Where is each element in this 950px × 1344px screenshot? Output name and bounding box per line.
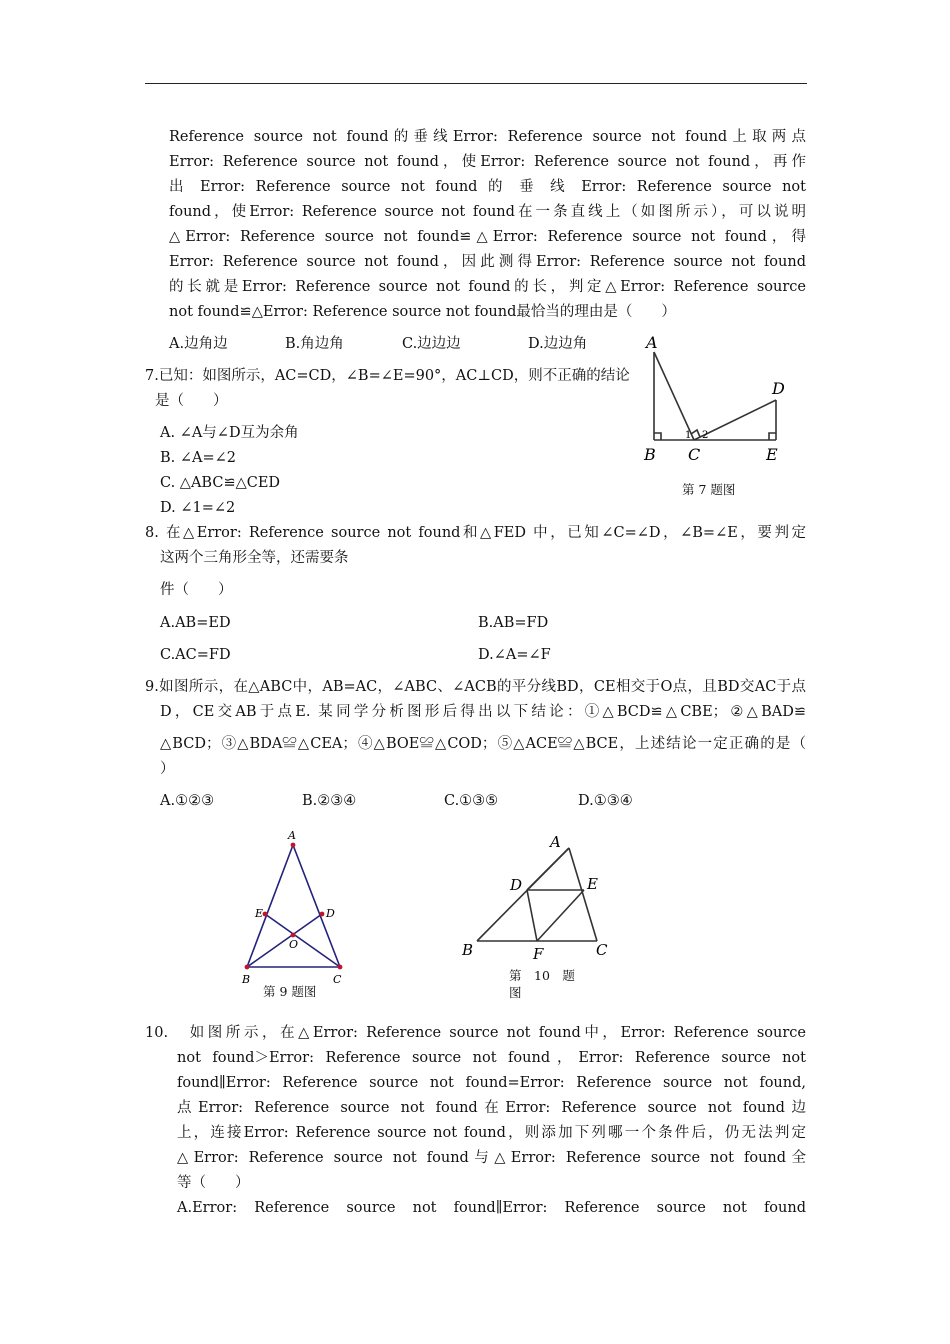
q7-label-e: E bbox=[766, 445, 778, 464]
q9-figure bbox=[236, 826, 356, 986]
q10-line: 10. 如图所示，在△Error: Reference source not found中，Error: Reference source bbox=[145, 1025, 806, 1041]
q10-line: found∥Error: Reference source not found=Error: Reference source not found, bbox=[177, 1075, 806, 1091]
q10-label-d: D bbox=[510, 876, 523, 894]
q10-figure bbox=[455, 828, 615, 968]
q10-label-c: C bbox=[596, 941, 608, 959]
q9-label-c: C bbox=[333, 973, 342, 986]
q10-label-b: B bbox=[462, 941, 474, 959]
q8-stem: 8. 在△Error: Reference source not found和△FED 中，已知∠C=∠D，∠B=∠E，要判定 bbox=[145, 525, 806, 541]
q9-stem: D，CE交AB于点E. 某同学分析图形后得出以下结论：①△BCD≌△CBE；②△BAD≌ bbox=[160, 704, 806, 720]
q10-line: 点Error: Reference source not found在Error: Reference source not found边 bbox=[177, 1100, 806, 1116]
q7-caption: 第 7 题图 bbox=[682, 482, 736, 497]
q7-option-c: C. △ABC≌△CED bbox=[160, 475, 281, 491]
q6-option-b: B.角边角 bbox=[285, 336, 344, 352]
q6-option-a: A.边角边 bbox=[169, 336, 228, 352]
q6-line: 的长就是Error: Reference source not found的长，判定△Error: Reference source bbox=[169, 279, 806, 295]
q7-label-2: 2 bbox=[702, 430, 709, 441]
q10-caption: 图 bbox=[509, 985, 522, 1000]
q8-stem: 件（ ） bbox=[160, 582, 233, 598]
q9-label-e: E bbox=[255, 907, 264, 920]
q6-line: not found≌△Error: Reference source not found最恰当的理由是（ ） bbox=[169, 304, 676, 320]
q10-line: 上，连接Error: Reference source not found，则添加下列哪一个条件后，仍无法判定 bbox=[177, 1125, 806, 1141]
q7-label-a: A bbox=[646, 333, 658, 352]
q7-option-b: B. ∠A=∠2 bbox=[160, 450, 237, 466]
q7-label-1: 1 bbox=[685, 430, 692, 441]
q7-stem: 是（ ） bbox=[155, 393, 228, 409]
q8-option-b: B.AB=FD bbox=[478, 615, 549, 631]
q8-stem: 这两个三角形全等，还需要条 bbox=[160, 550, 349, 566]
q6-option-c: C.边边边 bbox=[402, 336, 461, 352]
q9-stem: 9.如图所示，在△ABC中，AB=AC，∠ABC、∠ACB的平分线BD，CE相交于O点，且BD交AC于点 bbox=[145, 679, 806, 695]
q10-label-f: F bbox=[533, 945, 544, 963]
q6-line: found，使Error: Reference source not found在一条直线上（如图所示），可以说明 bbox=[169, 204, 806, 220]
header-rule bbox=[145, 83, 807, 84]
q7-label-d: D bbox=[772, 379, 785, 398]
q8-option-d: D.∠A=∠F bbox=[478, 647, 551, 663]
q7-label-b: B bbox=[644, 445, 656, 464]
q7-option-a: A. ∠A与∠D互为余角 bbox=[160, 425, 299, 441]
q9-caption: 第 9 题图 bbox=[263, 984, 317, 999]
q10-line: △Error: Reference source not found与△Error: Reference source not found全 bbox=[177, 1150, 806, 1166]
q6-option-d: D.边边角 bbox=[528, 336, 588, 352]
q9-option-c: C.①③⑤ bbox=[444, 793, 499, 809]
q10-label-a: A bbox=[550, 833, 561, 851]
q6-line: △Error: Reference source not found≌△Error: Reference source not found，得 bbox=[169, 229, 806, 245]
q10-label-e: E bbox=[587, 875, 598, 893]
q7-label-c: C bbox=[688, 445, 701, 464]
q6-line: Error: Reference source not found，使Error: Reference source not found，再作 bbox=[169, 154, 806, 170]
q7-figure bbox=[636, 332, 796, 468]
q10-option-a: A.Error: Reference source not found∥Error: Reference source not found bbox=[177, 1200, 806, 1216]
q8-option-c: C.AC=FD bbox=[160, 647, 231, 663]
q9-option-b: B.②③④ bbox=[302, 793, 357, 809]
q9-stem: △BCD；③△BDA≌△CEA；④△BOE≌△COD；⑤△ACE≌△BCE，上述结论一定正确的是（ bbox=[160, 736, 806, 752]
q9-option-a: A.①②③ bbox=[160, 793, 215, 809]
q10-line: 等（ ） bbox=[177, 1175, 250, 1191]
q9-option-d: D.①③④ bbox=[578, 793, 633, 809]
q9-label-d: D bbox=[326, 907, 335, 920]
q9-label-b: B bbox=[242, 973, 251, 986]
q8-option-a: A.AB=ED bbox=[160, 615, 231, 631]
q7-stem: 7.已知：如图所示，AC=CD，∠B=∠E=90°，AC⊥CD，则不正确的结论 bbox=[145, 368, 630, 384]
q9-label-a: A bbox=[288, 829, 296, 842]
q9-stem: ） bbox=[160, 761, 175, 777]
q7-option-d: D. ∠1=∠2 bbox=[160, 500, 236, 516]
q10-line: not found＞Error: Reference source not found，Error: Reference source not bbox=[177, 1050, 806, 1066]
q6-line: Reference source not found的垂线Error: Reference source not found上取两点 bbox=[169, 129, 806, 145]
q9-label-o: O bbox=[289, 938, 299, 951]
q10-caption: 第 10 题 bbox=[509, 968, 575, 983]
q6-line: 出 Error: Reference source not found 的 垂 线 Error: Reference source not bbox=[169, 179, 806, 195]
q6-line: Error: Reference source not found，因此测得Error: Reference source not found bbox=[169, 254, 806, 270]
